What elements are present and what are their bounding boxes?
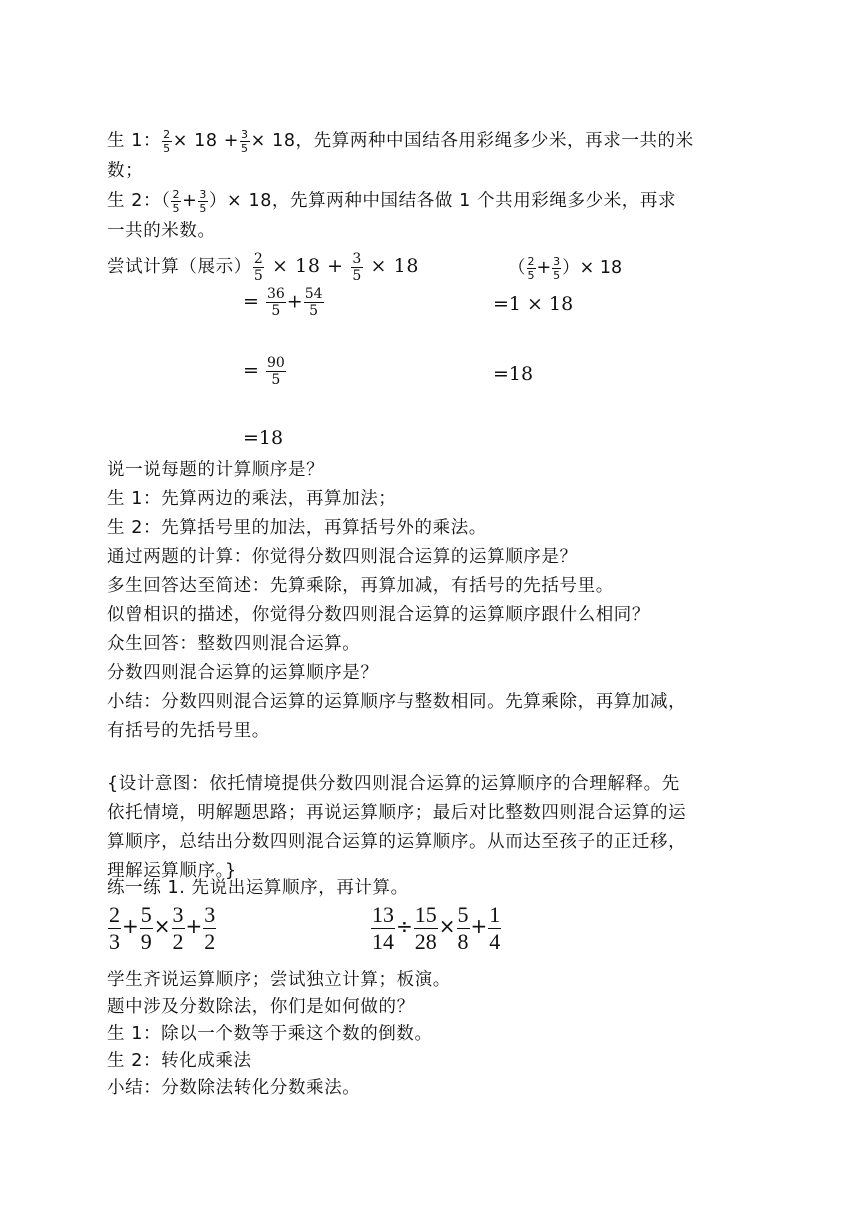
text-line: 说一说每题的计算顺序是？ (107, 460, 325, 480)
text-line: 通过两题的计算：你觉得分数四则混合运算的运算顺序是？ (107, 547, 578, 567)
fraction: $\frac{3}{5}$ (352, 250, 362, 284)
summary-line2: 有括号的先括号里。 (107, 721, 270, 741)
trial-left-row3: = $\frac{90}{5}$ (243, 355, 285, 388)
fraction: $\frac{90}{5}$ (266, 355, 285, 388)
text-line: 生 2：转化成乘法 (107, 1051, 252, 1071)
fraction: $\frac{2}{5}$ (163, 127, 171, 155)
design-intent-line: 理解运算顺序。} (107, 861, 237, 881)
fraction: $\frac{3}{5}$ (199, 187, 207, 215)
fraction: $\frac{13}{14}$ (372, 902, 394, 954)
practice-title: 练一练 1. 先说出运算顺序，再计算。 (107, 878, 409, 898)
fraction: $\frac{3}{5}$ (241, 127, 249, 155)
fraction: $\frac{3}{5}$ (553, 254, 561, 282)
summary-line: 小结：分数除法转化分数乘法。 (107, 1078, 361, 1098)
text-line: 众生回答：整数四则混合运算。 (107, 634, 361, 654)
fraction: $\frac{15}{28}$ (414, 902, 437, 954)
fraction: $\frac{5}{8}$ (457, 902, 469, 954)
student2-method-line1: 生 2：（ $\frac{2}{5}$ + $\frac{3}{5}$ ）× 18，先算两种中国结各做 1 个共用彩绳多少米，再求 (107, 187, 677, 215)
fraction: $\frac{1}{4}$ (489, 902, 501, 954)
fraction: $\frac{3}{2}$ (172, 902, 184, 954)
text-line: 生 2：先算括号里的加法，再算括号外的乘法。 (107, 518, 487, 538)
fraction: $\frac{2}{5}$ (172, 187, 181, 215)
fraction: $\frac{5}{9}$ (140, 902, 152, 954)
design-intent-line: 依托情境，明解题思路；再说运算顺序；最后对比整数四则混合运算的运 (107, 803, 687, 823)
fraction: $\frac{36}{5}$ (266, 286, 285, 319)
trial-right-row2: =1 × 18 (493, 293, 574, 315)
fraction: $\frac{2}{5}$ (527, 254, 535, 282)
student2-method-line2: 一共的米数。 (107, 221, 216, 241)
student1-method-line1: 生 1： $\frac{2}{5}$ × 18 + $\frac{3}{5}$ × 18，先算两种中国结各用彩绳多少米，再求一共的米 (107, 127, 694, 155)
text-line: 学生齐说运算顺序；尝试独立计算；板演。 (107, 970, 451, 990)
text-line: 生 1：除以一个数等于乘这个数的倒数。 (107, 1024, 433, 1044)
text-line: 似曾相识的描述，你觉得分数四则混合运算的运算顺序跟什么相同？ (107, 605, 650, 625)
trial-calc-row1: 尝试计算（展示） $\frac{2}{5}$ × 18 + $\frac{3}{5}$ × 18 (107, 250, 420, 284)
text-line: 多生回答达至简述：先算乘除，再算加减，有括号的先括号里。 (107, 576, 614, 596)
trial-left-row2: = $\frac{36}{5}$ + $\frac{54}{5}$ (243, 286, 323, 319)
text-line: 生 1：先算两边的乘法，再算加法； (107, 489, 397, 509)
fraction: $\frac{54}{5}$ (304, 286, 323, 319)
student1-method-line2: 数； (107, 161, 144, 181)
design-intent-line: {设计意图：依托情境提供分数四则混合运算的运算顺序的合理解释。先 (107, 774, 680, 794)
trial-right-row1: （ $\frac{2}{5}$ + $\frac{3}{5}$ ）× 18 (508, 254, 623, 282)
design-intent-line: 算顺序，总结出分数四则混合运算的运算顺序。从而达至孩子的正迁移， (107, 832, 687, 852)
text-line: 分数四则混合运算的运算顺序是？ (107, 663, 379, 683)
summary-line1: 小结：分数四则混合运算的运算顺序与整数相同。先算乘除，再算加减， (107, 692, 687, 712)
fraction: $\frac{3}{2}$ (204, 902, 216, 954)
exercise-1-expression: $\frac{2}{3}$ + $\frac{5}{9}$ × $\frac{3}{2}$ + $\frac{3}{2}$ (109, 902, 216, 954)
student1-label: 生 1： (107, 131, 162, 151)
text-line: 题中涉及分数除法，你们是如何做的？ (107, 997, 415, 1017)
trial-right-row3: =18 (493, 363, 534, 385)
fraction: $\frac{2}{3}$ (109, 902, 120, 954)
fraction: $\frac{2}{5}$ (253, 250, 264, 284)
exercise-2-expression: $\frac{13}{14}$ ÷ $\frac{15}{28}$ × $\frac{5}{8}$ + $\frac{1}{4}$ (372, 902, 501, 954)
trial-label: 尝试计算（展示） (107, 257, 252, 277)
trial-left-row4: =18 (243, 427, 284, 449)
